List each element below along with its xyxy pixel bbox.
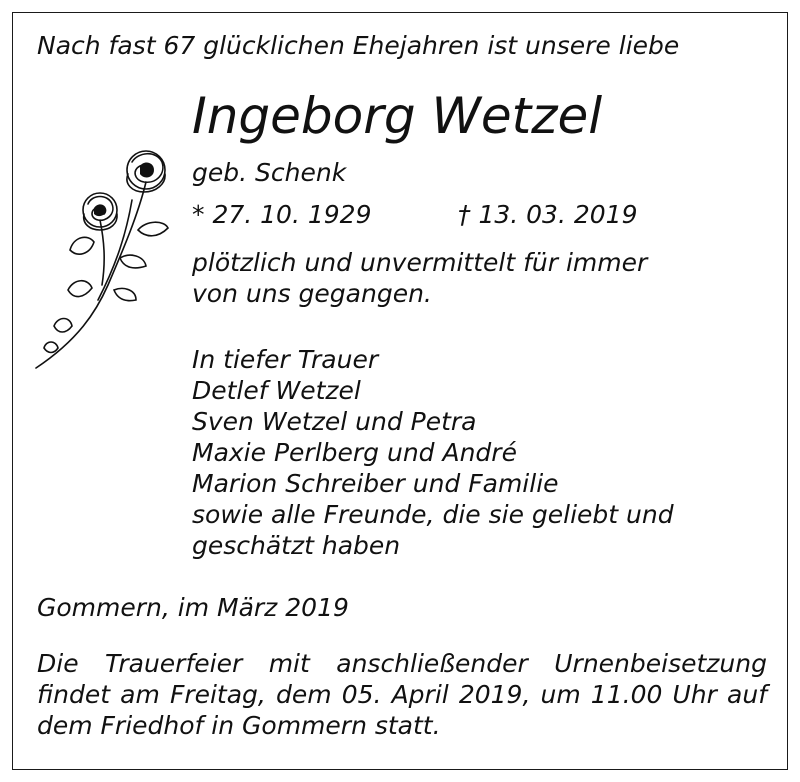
passing-line: von uns gegangen.: [192, 279, 432, 308]
rose-icon: [28, 140, 178, 375]
funeral-line: dem Friedhof in Gommern statt.: [37, 711, 441, 740]
passing-line: plötzlich und unvermittelt für immer: [192, 248, 648, 277]
mourner-line: sowie alle Freunde, die sie geliebt und: [192, 500, 674, 529]
birth-date: * 27. 10. 1929: [192, 200, 372, 229]
mourners-list: [192, 344, 674, 561]
mourner-line: Marion Schreiber und Familie: [192, 469, 559, 498]
place-date: Gommern, im März 2019: [37, 593, 349, 622]
death-date: † 13. 03. 2019: [458, 200, 638, 229]
passing-text: [192, 247, 647, 309]
maiden-name: geb. Schenk: [192, 158, 347, 187]
funeral-line: findet am Freitag, dem 05. April 2019, um 11.00 Uhr auf: [37, 680, 767, 709]
deceased-name: Ingeborg Wetzel: [192, 87, 603, 145]
mourner-line: Detlef Wetzel: [192, 376, 361, 405]
mourner-line: Maxie Perlberg und André: [192, 438, 517, 467]
funeral-line: Die Trauerfeier mit anschließender Urnenbeisetzung: [37, 649, 767, 678]
funeral-info: [37, 648, 767, 741]
mourner-line: Sven Wetzel und Petra: [192, 407, 477, 436]
mourner-line: In tiefer Trauer: [192, 345, 379, 374]
mourner-line: geschätzt haben: [192, 531, 401, 560]
intro-text: Nach fast 67 glücklichen Ehejahren ist unsere liebe: [37, 31, 680, 60]
